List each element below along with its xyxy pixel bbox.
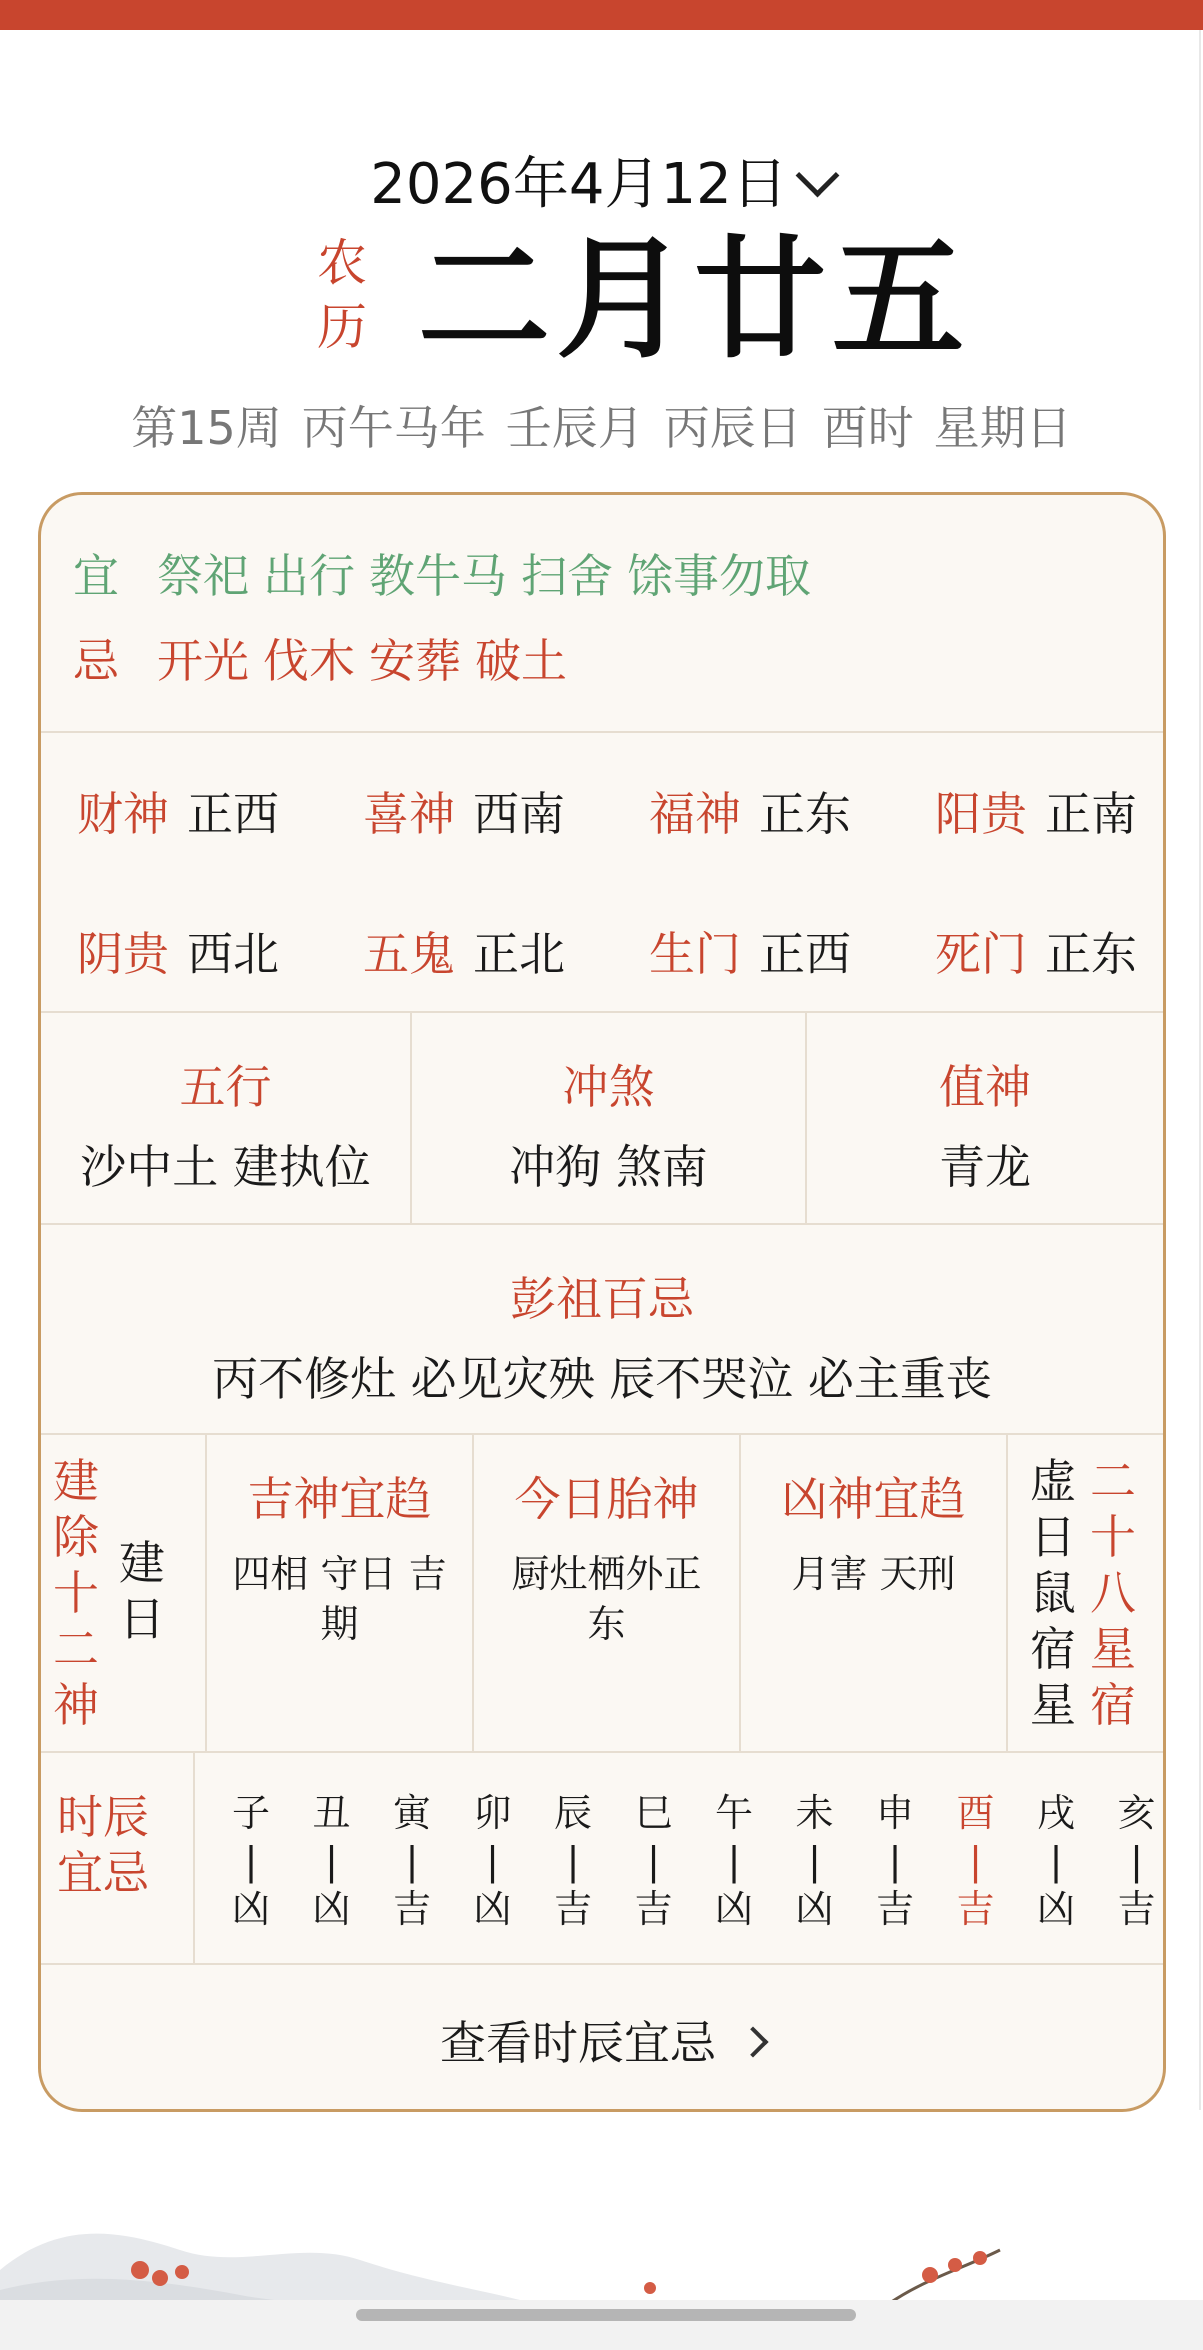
hour-result: 吉 [553, 1887, 592, 1931]
xingxiu-label-char: 宿 [1090, 1678, 1136, 1732]
lunar-date: 二月廿五 [418, 223, 970, 377]
more-section [41, 1965, 1163, 2112]
decorative-scenery [0, 2160, 1203, 2350]
xingxiu-label-char: 二 [1090, 1454, 1136, 1508]
jianchu-value [117, 1535, 167, 1647]
plum-blossom [131, 2261, 149, 2279]
xingxiu-value-char: 日 [1030, 1510, 1076, 1564]
hour-divider: | [244, 1839, 258, 1883]
hour-item [302, 1789, 362, 1933]
hour-divider: | [969, 1839, 982, 1883]
hour-branch: 未 [795, 1791, 834, 1835]
ji-item: 开光 [157, 634, 249, 688]
yi-label: 宜 [73, 549, 119, 603]
jianchu-label-char: 神 [53, 1678, 99, 1732]
hour-divider: | [405, 1839, 419, 1883]
hour-branch: 子 [231, 1791, 270, 1835]
ji-label: 忌 [73, 634, 119, 688]
home-indicator[interactable] [356, 2309, 856, 2321]
zhishen-cell [807, 1013, 1163, 1223]
god-direction [935, 778, 1137, 844]
xingxiu-value-char: 虚 [1030, 1454, 1076, 1508]
hour-branch: 酉 [956, 1791, 995, 1835]
pengzu-section [41, 1225, 1163, 1435]
taishen-value: 厨灶栖外正东 [511, 1552, 702, 1646]
hour-result: 吉 [956, 1887, 995, 1931]
hour-result: 吉 [392, 1887, 431, 1931]
zhishen-title: 值神 [939, 1060, 1031, 1114]
hour-item [1026, 1789, 1086, 1933]
wuxing-cell [41, 1013, 412, 1223]
zhishen-value: 青龙 [939, 1140, 1031, 1194]
hour-divider: | [1130, 1839, 1143, 1883]
plum-blossom [973, 2251, 987, 2265]
lunar-tag [312, 231, 372, 359]
ji-item: 伐木 [263, 634, 355, 688]
gregorian-date: 2026年4月12日 [370, 152, 788, 217]
hours-label-cell [41, 1753, 195, 1963]
hour-item [221, 1789, 281, 1933]
hour-item [946, 1789, 1006, 1933]
hour-divider: | [1049, 1839, 1063, 1883]
god-name: 五鬼 [363, 927, 455, 981]
pengzu-title: 彭祖百忌 [510, 1272, 694, 1326]
ji-row [73, 625, 581, 691]
shen-section [41, 1435, 1163, 1753]
hour-result: 吉 [634, 1887, 673, 1931]
xingxiu-value-char: 宿 [1030, 1622, 1076, 1676]
xingxiu-value-char: 鼠 [1030, 1566, 1076, 1620]
xiongshen-value: 月害 天刑 [791, 1552, 956, 1596]
god-dir: 西南 [473, 787, 565, 841]
pengzu-value: 丙不修灶 必见灾殃 辰不哭泣 必主重丧 [212, 1352, 992, 1406]
day-ganzhi: 丙辰日 [663, 401, 802, 455]
date-meta [0, 392, 1203, 458]
hour-divider: | [647, 1839, 660, 1883]
hour-ganzhi: 酉时 [821, 401, 914, 455]
weekday: 星期日 [933, 401, 1072, 455]
hour-item [463, 1789, 523, 1933]
xingxiu-label-char: 星 [1090, 1622, 1136, 1676]
hour-branch: 寅 [392, 1791, 431, 1835]
jishen-title: 吉神宜趋 [247, 1472, 432, 1526]
xingxiu-value-char: 星 [1030, 1678, 1076, 1732]
hour-item [382, 1789, 442, 1933]
date-selector[interactable] [0, 140, 1203, 220]
hours-section [41, 1753, 1163, 1965]
wuxing-title: 五行 [179, 1060, 272, 1114]
yi-item: 教牛马 [369, 549, 507, 603]
hour-branch: 申 [875, 1791, 914, 1835]
god-name: 财神 [77, 787, 169, 841]
hour-item [865, 1789, 925, 1933]
hour-divider: | [888, 1839, 902, 1883]
hour-result: 凶 [1036, 1887, 1075, 1931]
god-direction [649, 918, 851, 984]
hour-result: 凶 [473, 1887, 512, 1931]
god-name: 生门 [649, 927, 741, 981]
gods-directions [41, 733, 1163, 1013]
view-hours-button[interactable] [440, 2007, 764, 2073]
lunar-tag-char: 农 [317, 234, 367, 292]
jianchu-cell [41, 1435, 207, 1751]
year-ganzhi: 丙午马年 [301, 401, 486, 455]
almanac-card [38, 492, 1166, 2112]
ji-item: 破土 [475, 634, 567, 688]
jianchu-label-char: 除 [53, 1510, 99, 1564]
hour-divider: | [486, 1839, 499, 1883]
hour-result: 凶 [312, 1887, 351, 1931]
god-direction [363, 918, 565, 984]
wuxing-chongsha-zhishen [41, 1013, 1163, 1225]
lunar-tag-char: 历 [317, 298, 367, 356]
hour-divider: | [727, 1839, 741, 1883]
hour-branch: 丑 [312, 1791, 351, 1835]
jianchu-value-char: 日 [119, 1592, 165, 1646]
wuxing-value: 沙中土 建执位 [80, 1140, 371, 1194]
hour-item [1107, 1789, 1167, 1933]
xiongshen-cell [741, 1435, 1008, 1751]
week-number: 第15周 [131, 401, 282, 455]
ji-item: 安葬 [369, 634, 461, 688]
jishen-value: 四相 守日 吉期 [232, 1552, 447, 1646]
yi-item: 扫舍 [521, 549, 613, 603]
god-dir: 正南 [1045, 787, 1137, 841]
plum-blossom [175, 2265, 189, 2279]
god-direction [363, 778, 565, 844]
xiongshen-title: 凶神宜趋 [781, 1472, 966, 1526]
god-name: 阴贵 [77, 927, 169, 981]
hour-item [624, 1789, 684, 1933]
chongsha-value: 冲狗 煞南 [509, 1140, 708, 1194]
yi-ji-section [41, 495, 1163, 733]
xingxiu-cell [1008, 1435, 1163, 1751]
yi-item: 祭祀 [157, 549, 249, 603]
jianchu-value-char: 建 [119, 1536, 165, 1590]
god-dir: 正东 [1045, 927, 1137, 981]
top-accent-bar [0, 0, 1203, 30]
god-dir: 正西 [759, 927, 851, 981]
hours-label-line: 时辰 [57, 1790, 149, 1844]
hour-branch: 午 [714, 1791, 753, 1835]
chongsha-cell [412, 1013, 807, 1223]
hour-branch: 亥 [1117, 1791, 1156, 1835]
chevron-down-icon [795, 154, 839, 198]
month-ganzhi: 壬辰月 [505, 401, 644, 455]
plum-blossom [948, 2258, 962, 2272]
xingxiu-label [1088, 1453, 1138, 1733]
hour-result: 凶 [795, 1887, 834, 1931]
god-dir: 正东 [759, 787, 851, 841]
hour-item [543, 1789, 603, 1933]
hours-label [57, 1789, 167, 1901]
hour-result: 吉 [1117, 1887, 1156, 1931]
plum-blossom [922, 2267, 938, 2283]
chongsha-title: 冲煞 [562, 1060, 655, 1114]
god-direction [77, 918, 279, 984]
god-dir: 西北 [187, 927, 279, 981]
hour-divider: | [808, 1839, 821, 1883]
jianchu-label-char: 建 [53, 1454, 99, 1508]
yi-item: 馀事勿取 [627, 549, 811, 603]
lunar-header [0, 225, 1203, 375]
god-direction [935, 918, 1137, 984]
chevron-right-icon [737, 2026, 768, 2057]
hours-label-line: 宜忌 [57, 1846, 149, 1900]
god-dir: 正西 [187, 787, 279, 841]
hour-branch: 巳 [634, 1791, 673, 1835]
xingxiu-value [1028, 1453, 1078, 1733]
god-name: 死门 [935, 927, 1027, 981]
hour-item [785, 1789, 845, 1933]
hour-result: 凶 [714, 1887, 753, 1931]
hour-item [704, 1789, 764, 1933]
hour-branch: 辰 [553, 1791, 592, 1835]
hour-divider: | [566, 1839, 580, 1883]
yi-row [73, 540, 825, 606]
xingxiu-label-char: 十 [1090, 1510, 1136, 1564]
jianchu-label-char: 十 [53, 1566, 99, 1620]
god-name: 阳贵 [935, 787, 1027, 841]
taishen-cell [474, 1435, 741, 1751]
hour-result: 吉 [875, 1887, 914, 1931]
taishen-title: 今日胎神 [514, 1472, 699, 1526]
jishen-cell [207, 1435, 474, 1751]
hour-result: 凶 [231, 1887, 270, 1931]
hour-divider: | [325, 1839, 338, 1883]
yi-item: 出行 [263, 549, 355, 603]
god-dir: 正北 [473, 927, 565, 981]
jianchu-label [51, 1453, 101, 1733]
plum-blossom [152, 2270, 168, 2286]
god-direction [77, 778, 279, 844]
jianchu-label-char: 二 [53, 1622, 99, 1676]
god-name: 福神 [649, 787, 741, 841]
god-name: 喜神 [363, 787, 455, 841]
hour-branch: 卯 [473, 1791, 512, 1835]
xingxiu-label-char: 八 [1090, 1566, 1136, 1620]
bottom-bar-bg [0, 2300, 1203, 2350]
view-hours-label: 查看时辰宜忌 [440, 2016, 716, 2070]
god-direction [649, 778, 851, 844]
hour-branch: 戌 [1036, 1791, 1075, 1835]
plum-blossom [644, 2282, 656, 2294]
